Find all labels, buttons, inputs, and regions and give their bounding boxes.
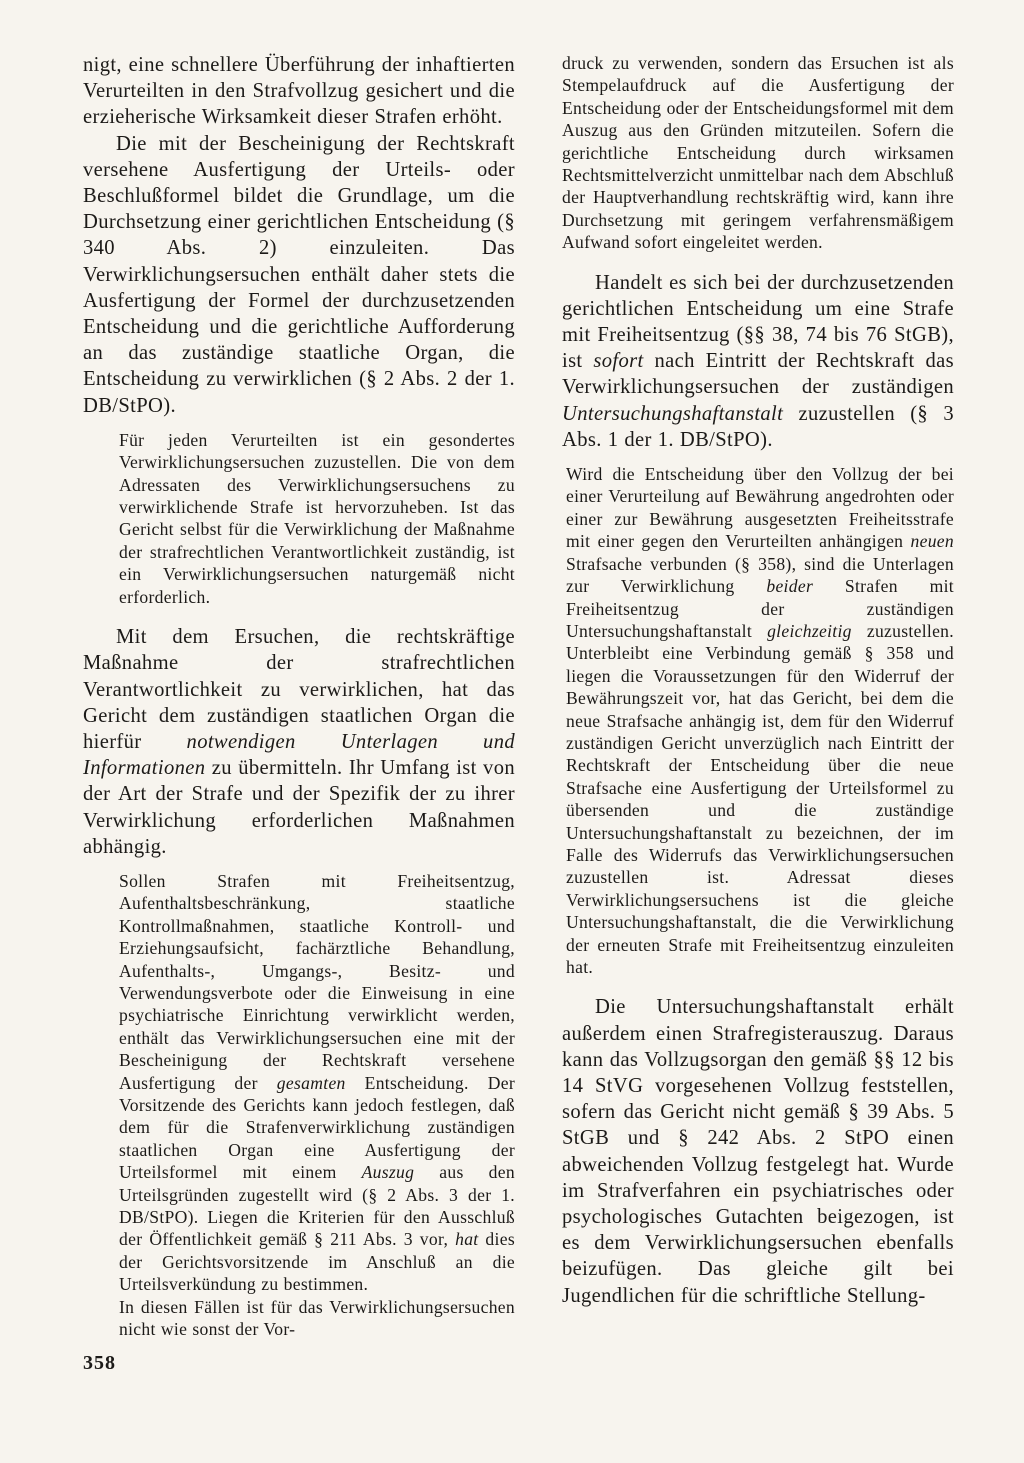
right-p3-emphasis-3: gleichzeitig: [767, 620, 852, 641]
right-p2-emphasis-2: Untersuchungshaftanstalt: [562, 402, 784, 425]
right-p2-emphasis-1: sofort: [593, 350, 644, 373]
left-paragraph-6: In diesen Fällen ist für das Verwirklichungsersuchen nicht wie sonst der Vor-: [119, 1296, 515, 1340]
right-paragraph-1: druck zu verwenden, sondern das Ersuchen ist als Stempelaufdruck auf die Ausfertigung der Entscheidung oder der Entscheidungsformel mit dem Auszug aus den Gründen mitzuteilen. Sofern die gerichtliche Entscheidung durch wirksamen Rechtsmittelverzicht unmittelbar nach dem Abschluß der Hauptverhandlung rechtskräftig wird, kann ihre Durchsetzung mit geringem verfahrensmäßigem Aufwand sofort eingeleitet werden.: [562, 53, 954, 253]
right-p2-text-a: Handelt es sich bei der durchzusetzenden gerichtlichen Entscheidung um eine Strafe mit Freiheitsentzug (§§ 38, 74 bis 76 StGB), ist: [562, 271, 954, 373]
left-p5-emphasis-3: hat: [455, 1229, 479, 1250]
left-p5-text-d: dies der Gerichtsvorsitzende im Anschluß an die Urteilsverkündung zu bestimmen.: [119, 1229, 515, 1295]
right-p3-text-c: Strafen mit Freiheitsentzug der zuständigen Untersuchungshaftanstalt: [566, 576, 954, 641]
left-paragraph-1: nigt, eine schnellere Überführung der inhaftierten Verurteilten in den Strafvollzug gesichert und die erzieherische Wirksamkeit dieser Strafen erhöht.: [83, 54, 515, 129]
right-paragraph-2: [562, 270, 954, 453]
left-paragraph-4: [83, 624, 515, 860]
left-p5-text-b: Entscheidung. Der Vorsitzende des Gerichts kann jedoch festlegen, daß dem für die Strafenverwirklichung zuständigen staatlichen Organ eine Ausfertigung der Urteilsformel mit einem: [119, 1072, 515, 1183]
left-p4-text-a: Mit dem Ersuchen, die rechtskräftige Maßnahme der strafrechtlichen Verantwortlichkeit zu verwirklichen, hat das Gericht dem zuständigen staatlichen Organ die hierfür: [83, 626, 515, 753]
left-p4-text-b: zu übermitteln. Ihr Umfang ist von der Art der Strafe und der Spezifik der zu ihrer Verwirklichung erforderlichen Maßnahmen abhängig.: [83, 757, 515, 858]
left-p5-text-c: aus den Urteilsgründen zugestellt wird (§ 2 Abs. 3 der 1. DB/StPO). Liegen die Kriterien für den Ausschluß der Öffentlichkeit gemäß § 211 Abs. 3 vor,: [119, 1162, 515, 1250]
right-paragraph-4: Die Untersuchungshaftanstalt erhält außerdem einen Strafregisterauszug. Daraus kann das Vollzugsorgan den gemäß §§ 12 bis 14 StVG vorgesehenen Vollzug feststellen, sofern das Gericht nicht gemäß § 39 Abs. 5 StGB und § 242 Abs. 2 StPO einen abweichenden Vollzug festgelegt hat. Wurde im Strafverfahren ein psychiatrisches oder psychologisches Gutachten beigezogen, ist es dem Verwirklichungsersuchen ebenfalls beizufügen. Das gleiche gilt bei Jugendlichen für die schriftliche Stellung-: [562, 996, 954, 1307]
left-paragraph-2: Die mit der Bescheinigung der Rechtskraft versehene Ausfertigung der Urteils- oder Beschlußformel bildet die Grundlage, um die Durchsetzung einer gerichtlichen Entscheidung (§ 340 Abs. 2) einzuleiten. Das Verwirklichungsersuchen enthält daher stets die Ausfertigung der Formel der durchzusetzenden Entscheidung und die gerichtliche Aufforderung an das zuständige staatliche Organ, die Entscheidung zu verwirklichen (§ 2 Abs. 2 der 1. DB/StPO).: [83, 132, 515, 417]
page-number: 358: [83, 1352, 116, 1374]
left-column: [83, 52, 515, 1340]
right-p3-emphasis-2: beider: [766, 576, 814, 597]
left-paragraph-5: [83, 870, 515, 1296]
left-p5-text-a: Sollen Strafen mit Freiheitsentzug, Aufenthaltsbeschränkung, staatliche Kontrollmaßnahmen, staatliche Kontroll- und Erziehungsaufsicht, fachärztliche Behandlung, Aufenthalts-, Umgangs-, Besitz- und Verwendungsverbote oder die Einweisung in eine psychiatrische Einrichtung verwirklicht werden, enthält das Verwirklichungsersuchen eine mit der Bescheinigung der Rechtskraft versehene Ausfertigung der: [119, 870, 515, 1093]
right-p2-text-c: zuzustellen (§ 3 Abs. 1 der 1. DB/StPO).: [562, 402, 954, 451]
right-paragraph-3: [562, 463, 954, 978]
left-p5-emphasis-1: gesamten: [276, 1072, 346, 1093]
right-p3-emphasis-1: neuen: [910, 531, 954, 552]
right-p3-text-d: zuzustellen. Unterbleibt eine Verbindung gemäß § 358 und liegen die Voraussetzungen für den Widerruf der Bewährungszeit vor, hat das Gericht, bei dem die neue Strafsache anhängig ist, dem für den Widerruf zuständigen Gericht unverzüglich nach Eintritt der Rechtskraft der Entscheidung über die neue Strafsache eine Ausfertigung der Urteilsformel zu übersenden und die zuständige Untersuchungshaftanstalt zu bezeichnen, der im Falle des Widerrufs das Verwirklichungsersuchen zuzustellen ist. Adressat dieses Verwirklichungsersuchens ist die gleiche Untersuchungshaftanstalt, die die Verwirklichung der erneuten Strafe mit Freiheitsentzug einzuleiten hat.: [566, 620, 954, 978]
right-p2-text-b: nach Eintritt der Rechtskraft das Verwirklichungsersuchen der zuständigen: [562, 350, 954, 399]
right-column: [562, 52, 954, 1309]
left-paragraph-3: Für jeden Verurteilten ist ein gesondertes Verwirklichungsersuchen zuzustellen. Die von dem Adressaten des Verwirklichungsersuchens zu verwirklichende Strafe ist hervorzuheben. Ist das Gericht selbst für die Verwirklichung der Maßnahme der strafrechtlichen Verantwortlichkeit zuständig, ist ein Verwirklichungsersuchen naturgemäß nicht erforderlich.: [119, 429, 515, 607]
right-p3-text-b: Strafsache verbunden (§ 358), sind die Unterlagen zur Verwirklichung: [566, 553, 954, 597]
right-p3-text-a: Wird die Entscheidung über den Vollzug der bei einer Verurteilung auf Bewährung angedrohten oder einer zur Bewährung ausgesetzten Freiheitsstrafe mit einer gegen den Verurteilten anhängigen: [566, 464, 954, 552]
left-p4-emphasis: notwendigen Unterlagen und Informationen: [83, 730, 515, 780]
left-p5-emphasis-2: Auszug: [361, 1162, 415, 1183]
